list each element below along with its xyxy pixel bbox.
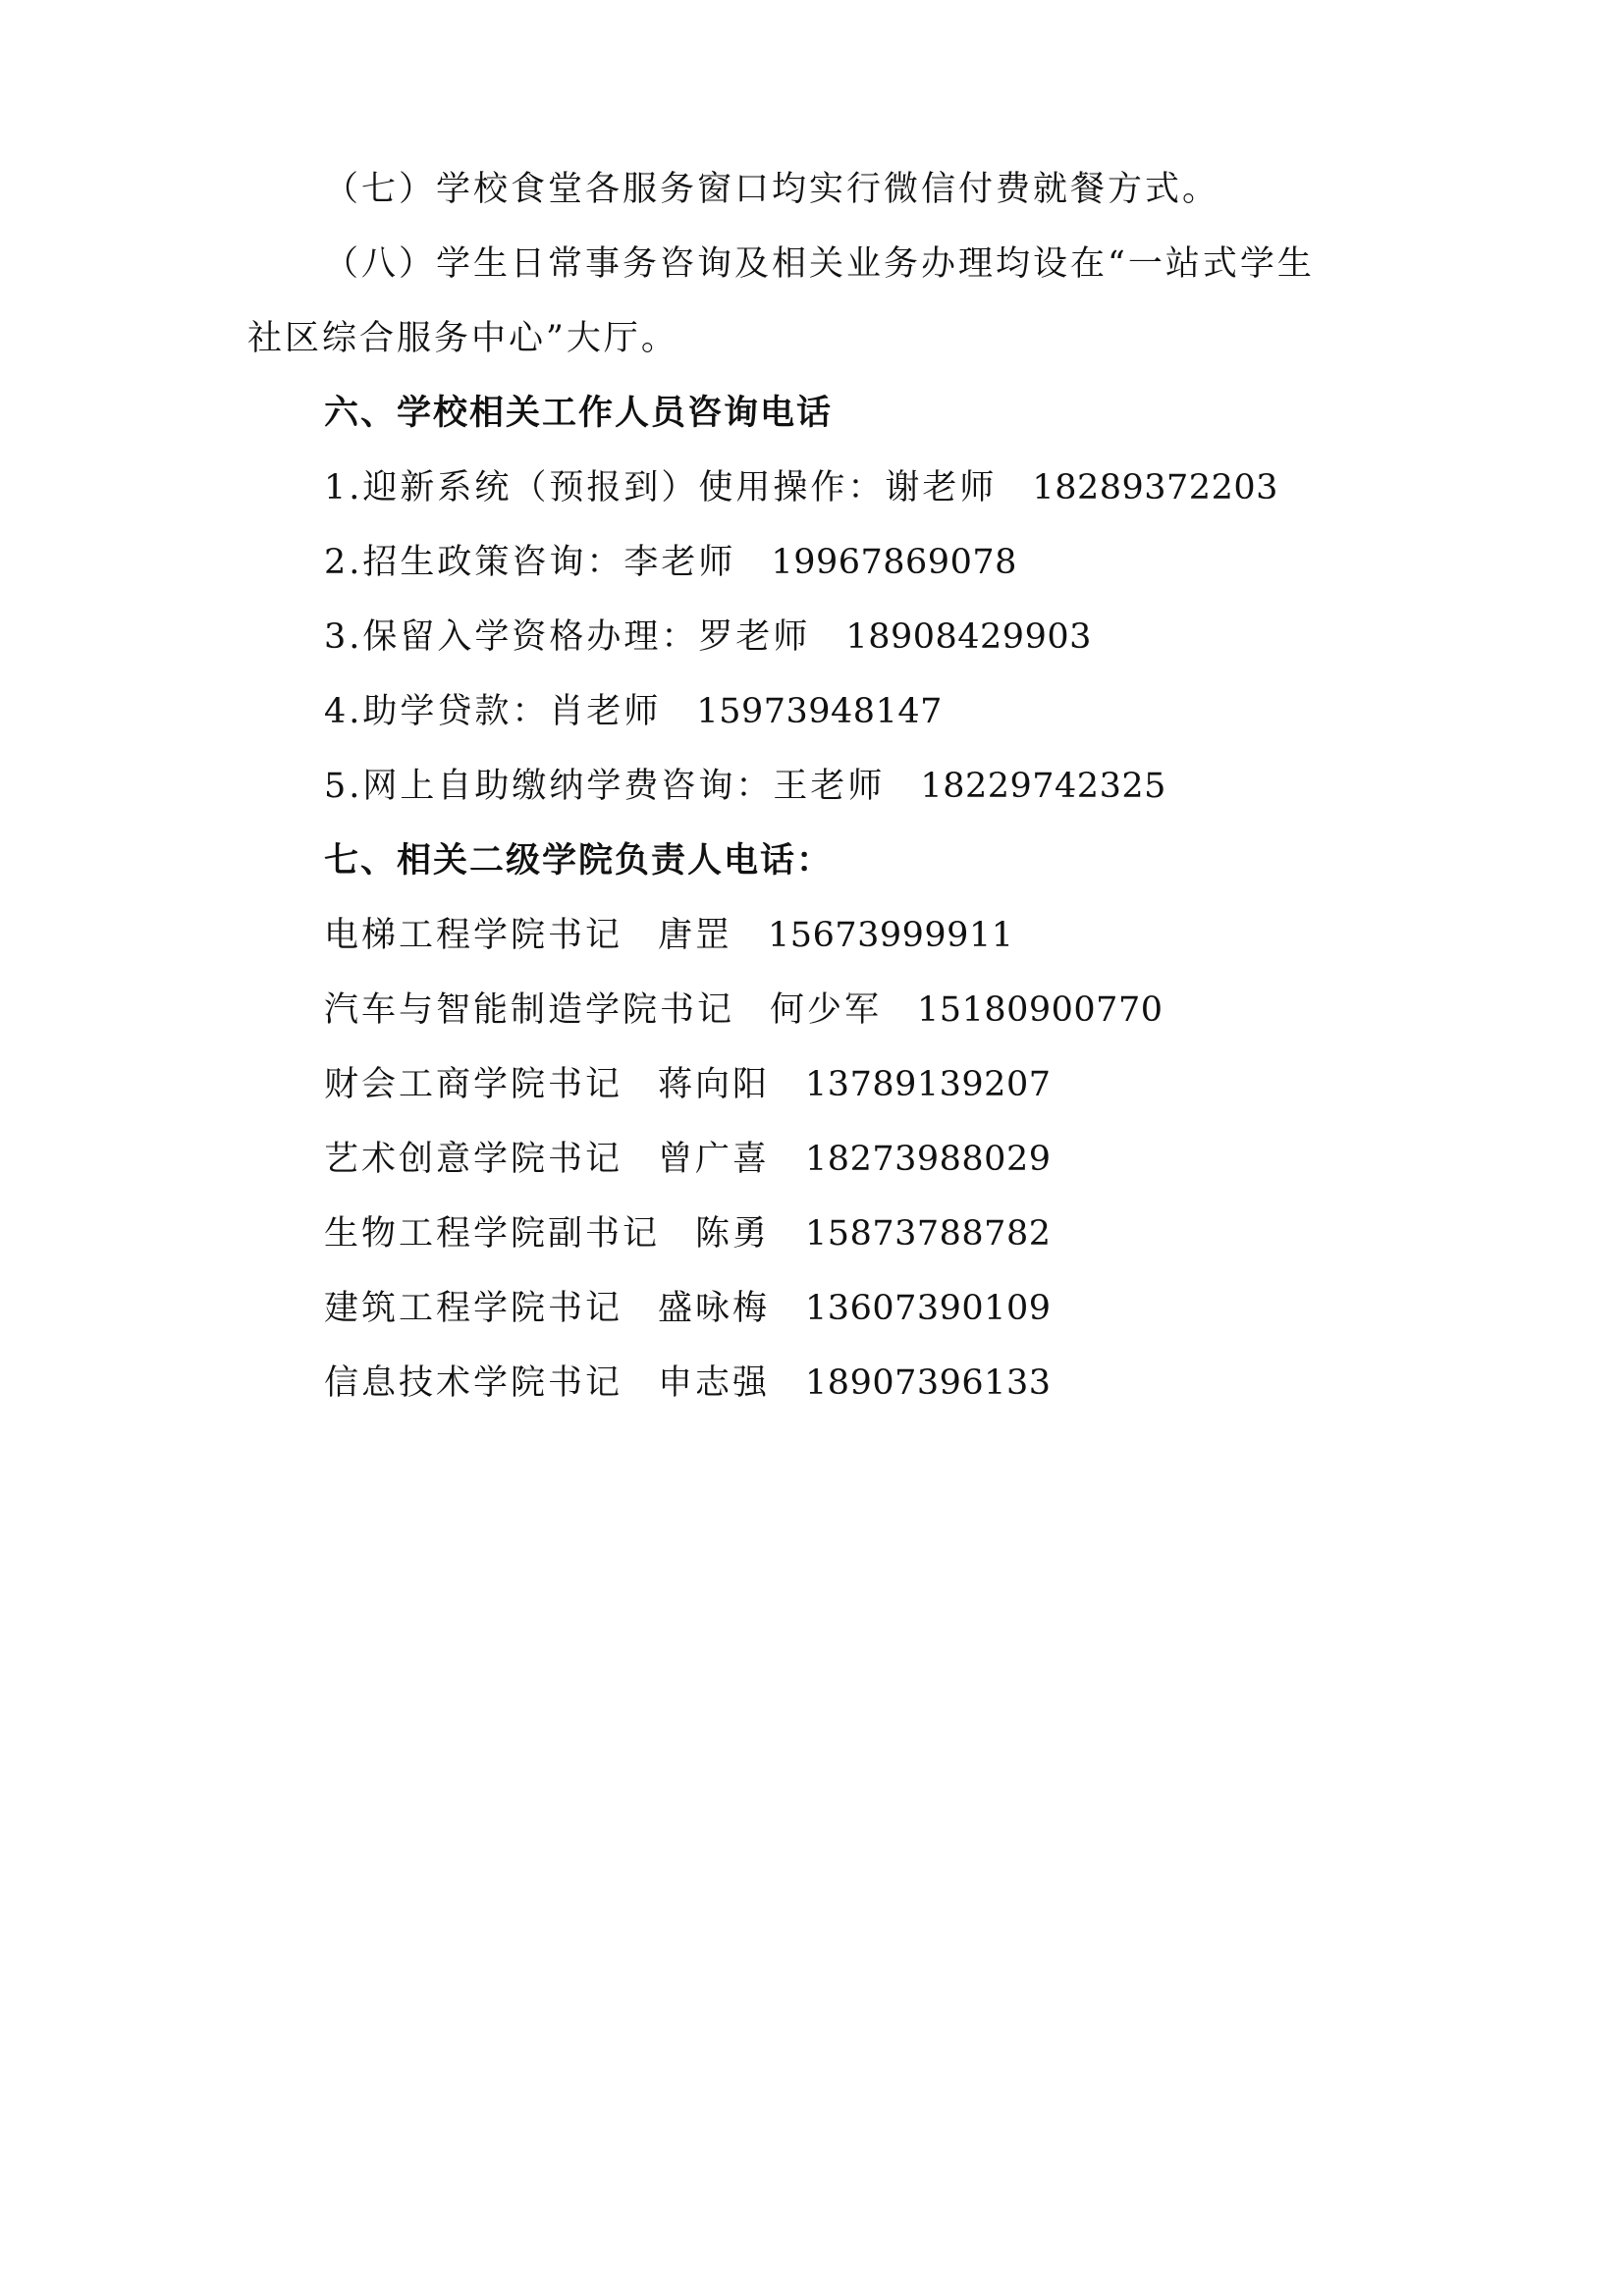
college-role: 汽车与智能制造学院书记 <box>324 990 735 1030</box>
contact-phone: 18289372203 <box>1032 468 1278 507</box>
college-row <box>247 1271 1386 1346</box>
contact-role: 2.招生政策咨询： <box>324 543 624 582</box>
college-contact-name: 陈勇 <box>695 1214 771 1254</box>
contact-name: 罗老师 <box>698 617 811 657</box>
college-contact-name: 盛咏梅 <box>658 1289 771 1328</box>
contact-row <box>247 749 1386 824</box>
contact-role: 3.保留入学资格办理： <box>324 617 699 657</box>
college-contact-phone: 13789139207 <box>805 1065 1052 1104</box>
college-contact-phone: 15873788782 <box>805 1214 1052 1254</box>
contact-name: 肖老师 <box>549 692 662 731</box>
college-role: 生物工程学院副书记 <box>324 1214 661 1254</box>
college-contact-phone: 13607390109 <box>805 1289 1052 1328</box>
contact-row <box>247 674 1386 749</box>
college-contact-name: 何少军 <box>770 990 883 1030</box>
college-row <box>247 898 1386 973</box>
contact-row <box>247 451 1386 525</box>
contact-name: 谢老师 <box>885 468 998 507</box>
college-contact-name: 申志强 <box>658 1363 771 1403</box>
college-role: 电梯工程学院书记 <box>324 916 623 955</box>
contact-row <box>247 525 1386 600</box>
contact-role: 4.助学贷款： <box>324 692 550 731</box>
college-contact-phone: 18907396133 <box>805 1363 1052 1403</box>
college-role: 艺术创意学院书记 <box>324 1140 623 1179</box>
college-contact-phone: 15673999911 <box>768 916 1014 955</box>
college-contact-name: 蒋向阳 <box>658 1065 771 1104</box>
college-row <box>247 973 1386 1047</box>
section-heading-college-phones: 七、相关二级学院负责人电话： <box>324 841 834 881</box>
paragraph-canteen-payment: （七）学校食堂各服务窗口均实行微信付费就餐方式。 <box>324 170 1220 209</box>
contact-row <box>247 600 1386 674</box>
contact-name: 李老师 <box>623 543 736 582</box>
college-role: 财会工商学院书记 <box>324 1065 623 1104</box>
section-heading-staff-phones: 六、学校相关工作人员咨询电话 <box>324 394 834 433</box>
document-body <box>247 152 1386 1420</box>
college-contact-phone: 18273988029 <box>805 1140 1052 1179</box>
college-row <box>247 1197 1386 1271</box>
contact-name: 王老师 <box>773 767 886 806</box>
contact-role: 5.网上自助缴纳学费咨询： <box>324 767 774 806</box>
contact-phone: 18908429903 <box>845 617 1092 657</box>
college-row <box>247 1346 1386 1420</box>
college-contact-phone: 15180900770 <box>917 990 1164 1030</box>
college-row <box>247 1122 1386 1197</box>
college-contact-name: 唐罡 <box>658 916 733 955</box>
college-row <box>247 1047 1386 1122</box>
contact-phone: 18229742325 <box>920 767 1166 806</box>
college-contact-name: 曾广喜 <box>658 1140 771 1179</box>
contact-phone: 19967869078 <box>771 543 1017 582</box>
contact-phone: 15973948147 <box>696 692 943 731</box>
paragraph-service-center-line1: （八）学生日常事务咨询及相关业务办理均设在“一站式学生 <box>324 244 1315 284</box>
college-role: 信息技术学院书记 <box>324 1363 623 1403</box>
college-role: 建筑工程学院书记 <box>324 1289 623 1328</box>
contact-role: 1.迎新系统（预报到）使用操作： <box>324 468 886 507</box>
paragraph-service-center-line2: 社区综合服务中心”大厅。 <box>247 319 678 358</box>
